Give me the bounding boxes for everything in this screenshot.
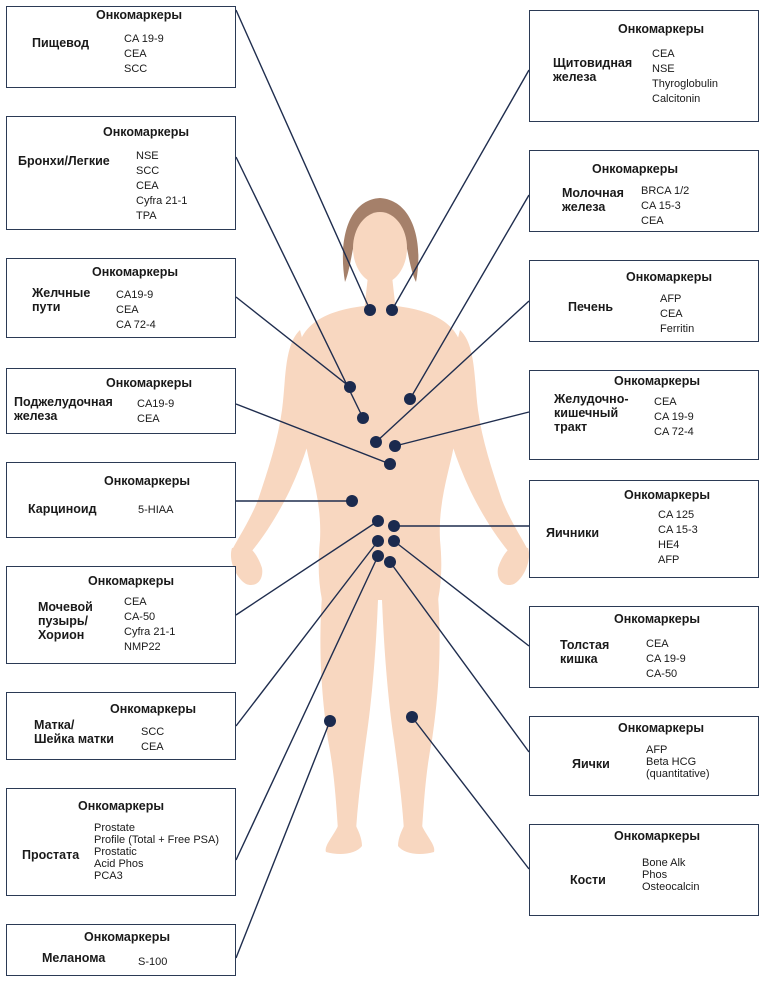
organ-name-line: Матка/ [34, 718, 75, 732]
marker-item: CA 72-4 [654, 426, 694, 438]
organ-name-line: Толстая [560, 638, 610, 652]
marker-box-header: Онкомаркеры [592, 162, 679, 176]
marker-box-header: Онкомаркеры [618, 721, 705, 735]
organ-name-line: Яички [572, 757, 610, 771]
marker-item: BRCA 1/2 [641, 185, 690, 197]
marker-item: CA19-9 [116, 289, 154, 301]
marker-item: CEA [654, 396, 677, 408]
marker-box-header: Онкомаркеры [104, 474, 191, 488]
marker-item: CA19-9 [137, 398, 175, 410]
organ-name-line: Мочевой [38, 600, 93, 614]
marker-list [116, 288, 156, 333]
marker-item: Beta HCG [646, 756, 697, 768]
marker-list [94, 822, 219, 882]
right-arm [442, 330, 528, 558]
marker-item: PCA3 [94, 870, 123, 882]
organ-name-line: Поджелудочная [14, 395, 113, 409]
marker-item: Acid Phos [94, 858, 144, 870]
marker-box-header: Онкомаркеры [106, 376, 193, 390]
marker-box-header: Онкомаркеры [84, 930, 171, 944]
marker-box-header: Онкомаркеры [614, 612, 701, 626]
marker-item: CA 15-3 [641, 200, 681, 212]
marker-list [660, 292, 694, 337]
organ-name-line: Щитовидная [553, 56, 633, 70]
organ-dot-bile [344, 381, 356, 393]
organ-name [572, 757, 610, 771]
organ-dot-melanoma [324, 715, 336, 727]
organ-name [34, 718, 114, 746]
marker-item: AFP [660, 293, 682, 305]
marker-list [642, 857, 699, 893]
organ-dot-gi [389, 440, 401, 452]
marker-item: CA-50 [124, 611, 156, 623]
organ-name [18, 154, 110, 168]
marker-list [124, 32, 164, 77]
marker-item: CEA [646, 638, 669, 650]
marker-item: 5-HIAA [138, 504, 174, 516]
organ-dot-ovaries [388, 520, 400, 532]
marker-list [138, 503, 173, 518]
right-foot [398, 826, 434, 854]
marker-item: CEA [652, 48, 675, 60]
marker-item: CA 19-9 [646, 653, 686, 665]
organ-name [42, 951, 105, 965]
organ-name-line: Меланома [42, 951, 106, 965]
organ-name-line: Молочная [562, 186, 624, 200]
connector-line-thyroid [392, 70, 529, 310]
organ-name [38, 600, 93, 642]
organ-dot-colon [388, 535, 400, 547]
marker-item: Calcitonin [652, 93, 701, 105]
organ-dot-thyroid [386, 304, 398, 316]
organ-name-line: Шейка матки [34, 732, 114, 746]
marker-box-header: Онкомаркеры [614, 829, 701, 843]
marker-list [137, 397, 174, 427]
marker-box-header: Онкомаркеры [110, 702, 197, 716]
marker-item: CEA [116, 304, 139, 316]
marker-item: SCC [124, 63, 148, 75]
left-arm [232, 330, 318, 558]
organ-name-line: Бронхи/Легкие [18, 154, 110, 168]
organ-name [32, 286, 90, 314]
organ-dot-uterus [372, 535, 384, 547]
marker-list [658, 508, 698, 568]
marker-item: SCC [141, 726, 165, 738]
marker-box-header: Онкомаркеры [618, 22, 705, 36]
marker-item: Prostate [94, 822, 135, 834]
marker-box-header: Онкомаркеры [92, 265, 179, 279]
marker-list [641, 184, 689, 229]
organ-name-line: железа [553, 70, 597, 84]
organ-dot-bronchi [357, 412, 369, 424]
marker-box-header: Онкомаркеры [96, 8, 183, 22]
organ-name [570, 873, 606, 887]
organ-name-line: Желудочно- [554, 392, 629, 406]
organ-dot-bladder [372, 515, 384, 527]
marker-item: SCC [136, 165, 160, 177]
marker-item: CEA [136, 180, 159, 192]
marker-box-header: Онкомаркеры [103, 125, 190, 139]
marker-list [652, 47, 718, 107]
marker-item: CA 15-3 [658, 524, 698, 536]
organ-name-line: тракт [554, 420, 588, 434]
organ-name-line: Простата [22, 848, 80, 862]
organ-dot-liver [370, 436, 382, 448]
marker-item: CA 19-9 [124, 33, 164, 45]
marker-item: CA 72-4 [116, 319, 156, 331]
organ-name-line: Яичники [546, 526, 600, 540]
marker-item: NSE [652, 63, 675, 75]
marker-list [646, 637, 686, 682]
organ-name-line: Печень [568, 300, 614, 314]
organ-name [28, 502, 97, 516]
organ-dot-pancreas [384, 458, 396, 470]
organ-name [560, 638, 609, 666]
organ-name-line: пути [32, 300, 61, 314]
organ-name [14, 395, 113, 423]
marker-box-header: Онкомаркеры [624, 488, 711, 502]
organ-name-line: кишечный [554, 406, 619, 420]
organ-name [22, 848, 79, 862]
organ-dot-prostate [372, 550, 384, 562]
organ-dot-testes [384, 556, 396, 568]
marker-box-header: Онкомаркеры [614, 374, 701, 388]
marker-item: Cyfra 21-1 [136, 195, 188, 207]
organ-name-line: железа [562, 200, 606, 214]
marker-item: CA 125 [658, 509, 695, 521]
marker-list [136, 149, 187, 224]
marker-item: Osteocalcin [642, 881, 700, 893]
organ-name [568, 300, 613, 314]
organ-name-line: Хорион [38, 628, 85, 642]
marker-item: NSE [136, 150, 159, 162]
marker-item: CEA [124, 596, 147, 608]
left-foot [326, 826, 362, 854]
organ-name-line: Кости [570, 873, 606, 887]
connector-line-esophagus [236, 10, 370, 310]
organ-name [32, 36, 89, 50]
left-leg [320, 596, 378, 830]
marker-box-header: Онкомаркеры [88, 574, 175, 588]
marker-item: NMP22 [124, 641, 161, 653]
organ-name [562, 186, 624, 214]
marker-item: CEA [137, 413, 160, 425]
right-hand [498, 546, 529, 585]
organ-name [553, 56, 632, 84]
marker-list [646, 744, 710, 780]
marker-item: Cyfra 21-1 [124, 626, 176, 638]
marker-item: CEA [660, 308, 683, 320]
marker-box-header: Онкомаркеры [626, 270, 713, 284]
marker-list [141, 725, 164, 755]
organ-name-line: железа [14, 409, 58, 423]
marker-item: CA-50 [646, 668, 678, 680]
organ-name-line: Желчные [32, 286, 91, 300]
organ-name-line: пузырь/ [38, 614, 89, 628]
connector-line-melanoma [236, 721, 330, 958]
marker-item: HE4 [658, 539, 680, 551]
marker-list [138, 955, 167, 970]
organ-name-line: Пищевод [32, 36, 90, 50]
marker-box-header: Онкомаркеры [78, 799, 165, 813]
organ-name-line: Карциноид [28, 502, 97, 516]
organ-dot-bones [406, 711, 418, 723]
marker-item: CEA [141, 741, 164, 753]
organ-dot-carcinoid [346, 495, 358, 507]
marker-item: Prostatic [94, 846, 137, 858]
organ-name-line: кишка [560, 652, 598, 666]
marker-item: Phos [642, 869, 668, 881]
marker-item: CA 19-9 [654, 411, 694, 423]
head [353, 212, 407, 284]
marker-list [124, 595, 175, 655]
marker-item: Ferritin [660, 323, 695, 335]
organ-dot-esophagus [364, 304, 376, 316]
organ-dot-breast [404, 393, 416, 405]
marker-item: Profile (Total + Free PSA) [94, 834, 220, 846]
marker-item: AFP [646, 744, 668, 756]
marker-item: Thyroglobulin [652, 78, 719, 90]
marker-list [654, 395, 694, 440]
organ-name [554, 392, 629, 434]
marker-item: TPA [136, 210, 157, 222]
marker-item: CEA [641, 215, 664, 227]
marker-item: Bone Alk [642, 857, 686, 869]
marker-item: CEA [124, 48, 147, 60]
marker-item: (quantitative) [646, 768, 710, 780]
organ-name [546, 526, 599, 540]
marker-item: AFP [658, 554, 680, 566]
marker-item: S-100 [138, 956, 168, 968]
